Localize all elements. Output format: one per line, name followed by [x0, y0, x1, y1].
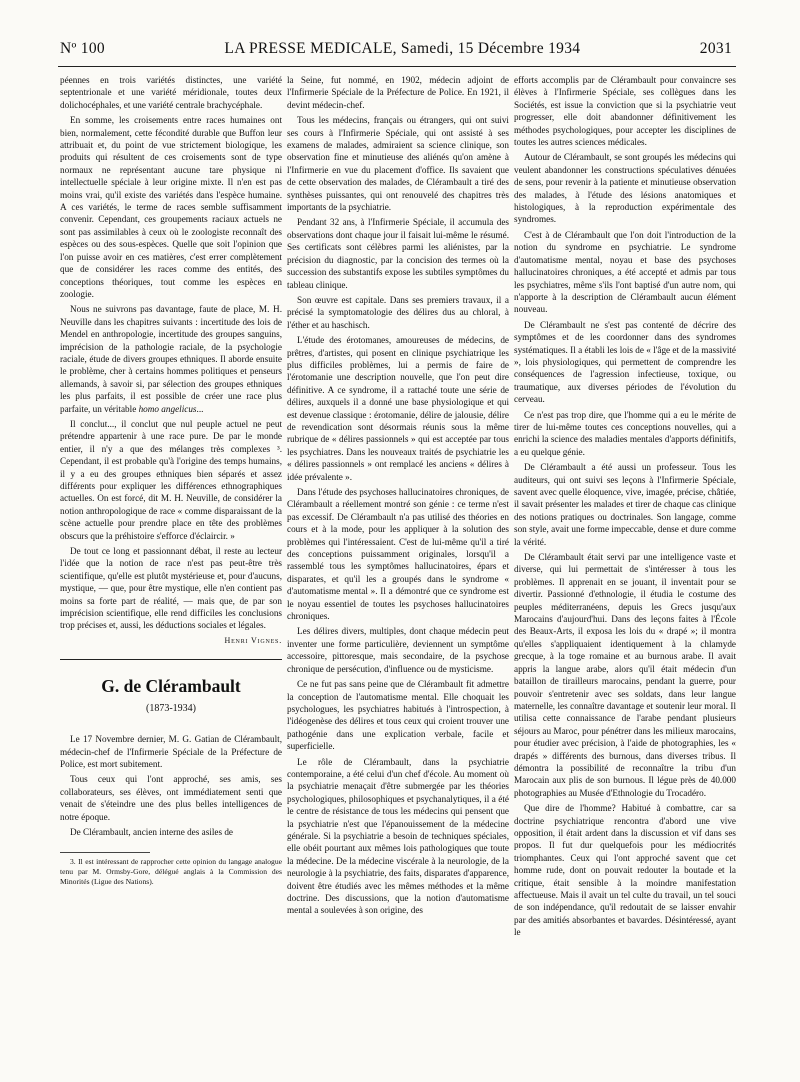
paragraph: De Clérambault ne s'est pas contenté de décrire des symptômes et de les coordonner dans des syndromes systématiques. Il a établi les lois de « l'âge et de la massivité », lois physiologiques, qui permettent de comprendre les conséquences de l'agression infectieuse, toxique, ou traumatique, aux diverses périodes de l'évolution du cerveau. — [514, 319, 736, 405]
author-signature: Henri Vignes. — [224, 635, 282, 645]
article-title: G. de Clérambault — [101, 676, 241, 697]
paragraph: En somme, les croisements entre races humaines ont bien, normalement, cette fécondité durable que Buffon leur attribuait et, du point de vue strictement biologique, les produits qui résultent de ces croisements sont de type normaux ne représentant aucune tare physique ni intellectuelle spéciale à leur origine mixte. Il n'en est pas moins vrai, qu'il existe des variétés dans l'espèce humaine. A ces variétés, le terme de races semble suffisamment convenir. Cependant, ces groupements raciaux actuels ne sont pas assimilables à ceux où le zoologiste reconnaît des espèces ou des sous-espèces. Quelle que soit l'opinion que l'on puisse avoir en ces matières, c'est errer complètement que de considérer les races comme des entités, des conceptions théoriques, tout comme les espèces en zoologie. — [60, 115, 282, 299]
issue-number: Nº 100 — [60, 40, 105, 57]
footnote-rule — [60, 852, 150, 853]
paragraph: Ce ne fut pas sans peine que de Clérambault fit admettre la conception de l'automatisme mental. Elle choquait les psychologues, les psychiatres habitués à l'introspection, à l'idéogenèse des délires et tous ceux qui croient trouver une pathogénie dans une explication verbale, facile et superficielle. — [287, 679, 509, 752]
paragraph: la Seine, fut nommé, en 1902, médecin adjoint de l'Infirmerie Spéciale de la Préfecture de Police. En 1921, il devint médecin-chef. — [287, 75, 509, 110]
paragraph: C'est à de Clérambault que l'on doit l'introduction de la notion du syndrome en psychiatrie. Le syndrome d'automatisme mental, noyau et base des psychoses hallucinatoires chroniques, a été accepté et admis par tous les psychiatres, même s'ils l'ont baptisé d'un autre nom, qui n'apporte à la description de Clérambault aucun élément nouveau. — [514, 229, 736, 315]
paragraph: L'étude des érotomanes, amoureuses de médecins, de prêtres, d'artistes, qui posent en clinique psychiatrique les plus difficiles problèmes, lui a permis de faire de l'érotomanie une description nouvelle, que l'on peut dire définitive. A ce syndrome, il a rattaché toute une série de délires, auxquels il a donné une base physiologique et qui est devenue classique : érotomanie, délire de jalousie, délire de revendication sont désormais réunis sous la même rubrique de « délires passionnels » qui est acceptée par tous les psychiatres. Dans les nouveaux traités de psychiatrie les « délires passionnels » ont remplacé les anciens « délires à idée prévalente ». — [287, 335, 509, 482]
paragraph: De tout ce long et passionnant débat, il reste au lecteur l'idée que la notion de race n'est pas peut-être très scientifique, qu'elle est plutôt mystérieuse et, pour d'aucuns, mystique, — que, pour être mystique, elle n'en contient pas moins sa forte part de réalité, — mais que, de par son imprécision scientifique, elle rend difficiles les conclusions trop précises et, aussi, les déductions sociales et légales. — [60, 546, 282, 631]
running-title: LA PRESSE MEDICALE, Samedi, 15 Décembre 1934 — [224, 40, 581, 57]
paragraph: De Clérambault, ancien interne des asiles de — [70, 826, 234, 837]
article-dates: (1873-1934) — [146, 702, 196, 714]
paragraph: De Clérambault était servi par une intelligence vaste et diverse, qui lui permettait de s'intéresser à tous les problèmes. Il apprenait en se jouant, il inventait pour se divertir. Passionné d'ethnologie, il étudia le costume des peuples méditerranéens, depuis les Grecs jusqu'aux Marocains d'aujourd'hui. Dans des leçons faites à l'École des Beaux-Arts, il exposa les lois du « drapé »; il montra qu'elles s'appliquaient identiquement à la chlamyde grecque, à la toge romaine et au burnous arabe. Il avait appris la langue arabe, alors qu'il était médecin d'un bataillon de tirailleurs marocains, pendant la guerre, pour pouvoir s'entretenir avec ses soldats, dans leur langue maternelle, les connaître davantage et soutenir leur moral. Il utilisa cette connaissance de l'arabe pendant plusieurs séjours au Maroc, pour pénétrer dans les milieux marocains, pour étudier avec précision, à l'aide de photographies, les « drapés » différents des burnous, dans diverses tribus. Il démontra la possibilité de reconnaître la tribu d'un Marocain aux plis de son burnous. Il légue près de 40.000 photographies au Musée d'Ethnologie du Trocadéro. — [514, 552, 736, 798]
footnote: 3. Il est intéressant de rapprocher cette opinion du langage analogue tenu par M. Ormsby-Gore, délégué anglais à la Commission des Minorités (Ligue des Nations). — [60, 857, 282, 886]
latin-term: homo angelicus — [138, 403, 197, 414]
paragraph: efforts accomplis par de Clérambault pour convaincre ses élèves à l'Infirmerie Spéciale, ses collègues dans les Sociétés, est issue la conviction que si la psychiatrie veut progresser, elle doit abandonner définitivement les méthodes psychologiques, pour accepter les disciplines de toutes les autres sciences médicales. — [514, 75, 736, 148]
header-rule — [58, 66, 736, 67]
paragraph: Le 17 Novembre dernier, M. G. Gatian de Clérambault, médecin-chef de l'Infirmerie Spéciale de la Préfecture de Police, est mort subitement. — [60, 734, 282, 769]
paragraph: Il conclut..., il conclut que nul peuple actuel ne peut prétendre appartenir à une race pure. De par le monde entier, il n'y a que des mélanges très complexes ³. Cependant, il est probable qu'à l'origine des temps humains, il y a eu des groupes ethniques bien séparés et assez différents pour expliquer les différences ethnographiques actuelles. On est forcé, dit M. H. Neuville, de considérer la notion anthropologique de race « comme disparaissant de la scène actuelle pour prendre place en tête des problèmes obscurs que la préhistoire s'efforce d'éclaircir. » — [60, 418, 282, 541]
paragraph — [60, 303, 282, 415]
paragraph: Les délires divers, multiples, dont chaque médecin peut inventer une forme particulière, deviennent un symptôme accessoire, pittoresque, mais secondaire, de la psychose chronique de persécution, d'influence ou de mysticisme. — [287, 626, 509, 674]
paragraph: Tous ceux qui l'ont approché, ses amis, ses collaborateurs, ses élèves, ont immédiatement senti que venait de s'éteindre une des plus belles intelligences de notre époque. — [60, 774, 282, 822]
paragraph: Dans l'étude des psychoses hallucinatoires chroniques, de Clérambault a réellement montré son génie : ce terme n'est pas excessif. De Clérambault n'a pas utilisé des théories en cours et à la mode, pour les appliquer à la solution des problèmes qui l'intéressaient. C'est de lui-même qu'il a tiré des conceptions puissamment originales, lorsqu'il a rassemblé tous les symptômes hallucinatoires, épars et disparates, et qu'il les a groupés dans le syndrome « d'automatisme mental ». Il a démontré que ce syndrome est le noyau essentiel de toutes les psychoses hallucinatoires chroniques. — [287, 487, 509, 622]
paragraph: Que dire de l'homme? Habitué à combattre, car sa doctrine psychiatrique rencontra d'abord une vive opposition, il était ardent dans la discussion et vif dans ses propos. Il fut dur quelquefois pour les médiocrités triomphantes. Ceux qui l'ont approché savent que cet homme rude, dont on pouvait redouter la boutade et la critique, était sensible à la moindre manifestation affectueuse. Mais il avait un tel culte du travail, un tel souci de son indépendance, qu'il redoutait de se laisser envahir par des amitiés absorbantes et bavardes. Désintéressé, ayant le — [514, 803, 736, 938]
ellipsis: ... — [196, 403, 204, 414]
section-rule — [60, 659, 282, 660]
column-2 — [287, 74, 509, 1074]
paragraph: Son œuvre est capitale. Dans ses premiers travaux, il a précisé la symptomatologie des délires dus au chloral, à l'éther et au haschisch. — [287, 294, 509, 330]
column-1 — [60, 74, 282, 1074]
paragraph: Autour de Clérambault, se sont groupés les médecins qui veulent abandonner les constructions spéculatives dénuées de sens, pour revenir à la patiente et minutieuse observation des malades, à l'étude des lésions anatomiques et histologiques, à la reproduction expérimentale des syndromes. — [514, 152, 736, 225]
page-number: 2031 — [699, 40, 732, 57]
paragraph-text: Nous ne suivrons pas davantage, faute de place, M. H. Neuville dans les chapitres suivants : incertitude des lois de Mendel en anthropologie, incertitude des groupes sanguins, imprécision de la pathologie raciale, de la psychologie raciale, étude de divers groupes ethniques. Il aborde ensuite le problème, cher à certains hommes politiques et penseurs allemands, à savoir si, par sélection des groupes ethniques les plus parfaits, il est possible de créer une race plus parfaite, un véritable — [60, 304, 282, 414]
paragraph: péennes en trois variétés distinctes, une variété septentrionale et une variété méridionale, toutes deux dolichocéphales, et une variété centrale brachycéphale. — [60, 75, 282, 110]
paragraph: De Clérambault a été aussi un professeur. Tous les auditeurs, qui ont suivi ses leçons à l'Infirmerie Spéciale, savent avec quelle éloquence, vive, imagée, précise, châtiée, il savait présenter les malades et tirer de chaque cas clinique des notions pratiques ou doctrinales. Son langage, comme son style, avait une forme impeccable, dense et dure comme la vérité. — [514, 462, 736, 547]
paragraph: Tous les médecins, français ou étrangers, qui ont suivi ses cours à l'Infirmerie Spéciale, qui ont assisté à ses examens de malades, admiraient sa science clinique, son observation fine et minutieuse des aliénés qu'on amène à l'Infirmerie en vue du placement d'office. Ils savaient que de cette observation des malades, de Clérambault a tiré des synthèses puissantes, qui ont renouvelé des chapitres très importants de la psychiatrie. — [287, 115, 509, 213]
page-header — [60, 40, 732, 64]
paragraph: Ce n'est pas trop dire, que l'homme qui a eu le mérite de tirer de lui-même toutes ces conceptions nouvelles, qui a enrichi la science des maladies mentales d'apports définitifs, a eu quelque génie. — [514, 409, 736, 457]
paragraph: Le rôle de Clérambault, dans la psychiatrie contemporaine, a été celui d'un chef d'école. Au moment où la psychiatrie menaçait d'être submergée par les théories psychologiques, philosophiques et psychanalytiques, il a été le centre de résistance de tous les médecins qui pensent que la psychiatrie n'est que l'épanouissement de la médecine générale. Si la psychiatrie a besoin de techniques spéciales, elle obéit pourtant aux mêmes lois pathologiques que toute la médecine. De la médecine viscérale à la neurologie, de la neurologie à la psychiatrie, des faits, disparates d'apparence, doivent être étudiés avec les mêmes méthodes et la même doctrine. Des discussions, que la notion d'automatisme mental a soulevées à son origine, des — [287, 756, 509, 916]
column-3 — [514, 74, 736, 1074]
paragraph: Pendant 32 ans, à l'Infirmerie Spéciale, il accumula des observations dont chaque jour il faisait lui-même le résumé. Ses certificats sont célèbres parmi les aliénistes, par la précision du diagnostic, par la concision des termes où la succession des substantifs expose les subtiles symptômes du tableau clinique. — [287, 217, 509, 290]
